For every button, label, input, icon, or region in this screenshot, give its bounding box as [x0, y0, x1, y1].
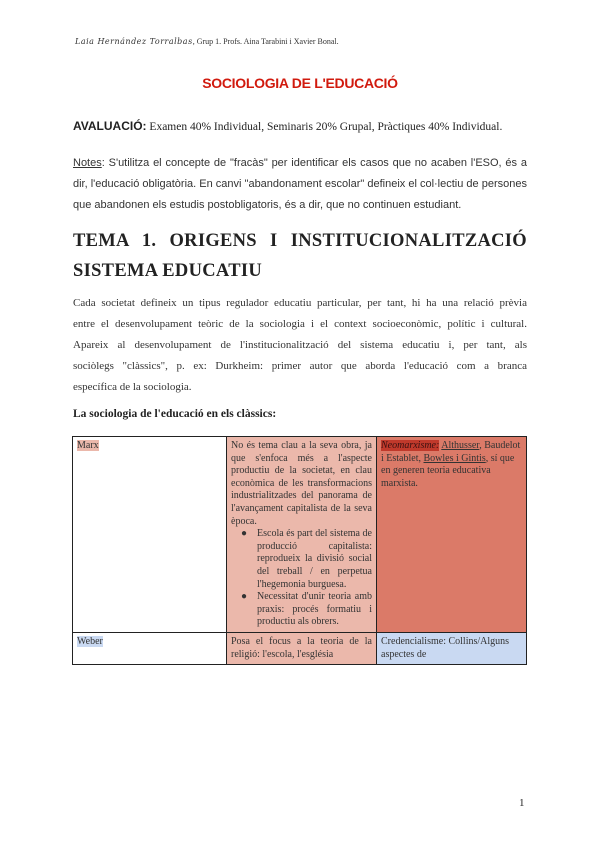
- author-cell: [73, 437, 227, 633]
- description-cell: [227, 437, 377, 633]
- subheading: La sociologia de l'educació en els clàssics:: [73, 408, 277, 420]
- notes-paragraph: [73, 153, 527, 216]
- author-link: Althusser: [441, 440, 480, 451]
- heading-line-2: SISTEMA EDUCATIU: [73, 261, 262, 281]
- classics-table: [72, 436, 527, 665]
- evaluation-line: [73, 119, 502, 133]
- evaluation-label: AVALUACIÓ:: [73, 119, 147, 133]
- followers-text: Credencialisme: Collins/Alguns aspectes de: [381, 635, 510, 660]
- heading-line-1: TEMA 1. ORIGENS I INSTITUCIONALITZACIÓ: [73, 231, 527, 251]
- intro-paragraph: [73, 293, 527, 398]
- author-cell: [73, 632, 227, 664]
- section-heading: [73, 226, 527, 286]
- notes-label: Notes: [73, 157, 102, 169]
- followers-cell: [377, 437, 527, 633]
- bullet-text: Escola és part del sistema de producció capitalista: reprodueix la divisió social del treball / en perpetua l'hegemonia burguesa.: [257, 528, 372, 590]
- intro-line: sociòlegs "clàssics", p. ex: Durkheim: primer autor que aborda l'educació com a branca: [73, 360, 527, 372]
- list-item: [241, 528, 372, 591]
- intro-line: Apareix al desenvolupament de l'institucionalització del sistema educatiu i, per tant, als: [73, 339, 527, 351]
- evaluation-text: Examen 40% Individual, Seminaris 20% Grupal, Pràctiques 40% Individual.: [146, 121, 503, 133]
- description-text: Posa el focus a la teoria de la religió: l'escola, l'església: [231, 635, 372, 660]
- author-name: Weber: [77, 635, 103, 647]
- author-link: Bowles i Gintis: [423, 452, 486, 464]
- notes-text: : S'utilitza el concepte de "fracàs" per identificar els casos que no acaben l'ESO, és a dir, l'educació obligatòria. En canvi "abandonament escolar" defineix el col·lectiu de persones que abandonen els estudis postobligatoris, és a dir, que no continuen estudiant.: [73, 157, 527, 211]
- intro-line: entre el desenvolupament teòric de la sociologia i el context socioeconòmic, polític i cultural.: [73, 318, 527, 330]
- page-number: 1: [519, 797, 525, 809]
- page-header: [75, 37, 339, 46]
- author-signature: Laia Hernández Torralbas: [75, 37, 193, 46]
- bullet-icon: ●: [241, 528, 248, 540]
- followers-cell: [377, 632, 527, 664]
- followers-text: , sí que en generen teoria educativa marxista.: [381, 452, 515, 489]
- description-cell: [227, 632, 377, 664]
- intro-line: específica de la sociologia.: [73, 381, 192, 393]
- description-text: No és tema clau a la seva obra, ja que s'enfoca més a l'aspecte productiu de la societat, en clau econòmica de les transformacions industrialitzades del panorama de l'avançament capitalista de la seva època.: [231, 440, 372, 527]
- bullet-icon: ●: [241, 591, 248, 603]
- bullet-text: Necessitat d'unir teoria amb praxis: procés formatiu i productiu als obrers.: [257, 591, 372, 628]
- bullet-list: [231, 528, 372, 629]
- document-title: SOCIOLOGIA DE L'EDUCACIÓ: [202, 75, 398, 91]
- table-row-marx: [73, 437, 527, 633]
- followers-text: , Baudelot i Establet,: [381, 440, 521, 464]
- table-row-weber: [73, 632, 527, 664]
- intro-line: Cada societat defineix un tipus regulador educatiu particular, per tant, hi ha una relació prèvia: [73, 297, 527, 309]
- header-text: , Grup 1. Profs. Aina Tarabini i Xavier Bonal.: [192, 37, 339, 46]
- author-name: Marx: [77, 440, 99, 451]
- list-item: [241, 591, 372, 629]
- neomarxism-label: Neomarxisme:: [381, 440, 440, 451]
